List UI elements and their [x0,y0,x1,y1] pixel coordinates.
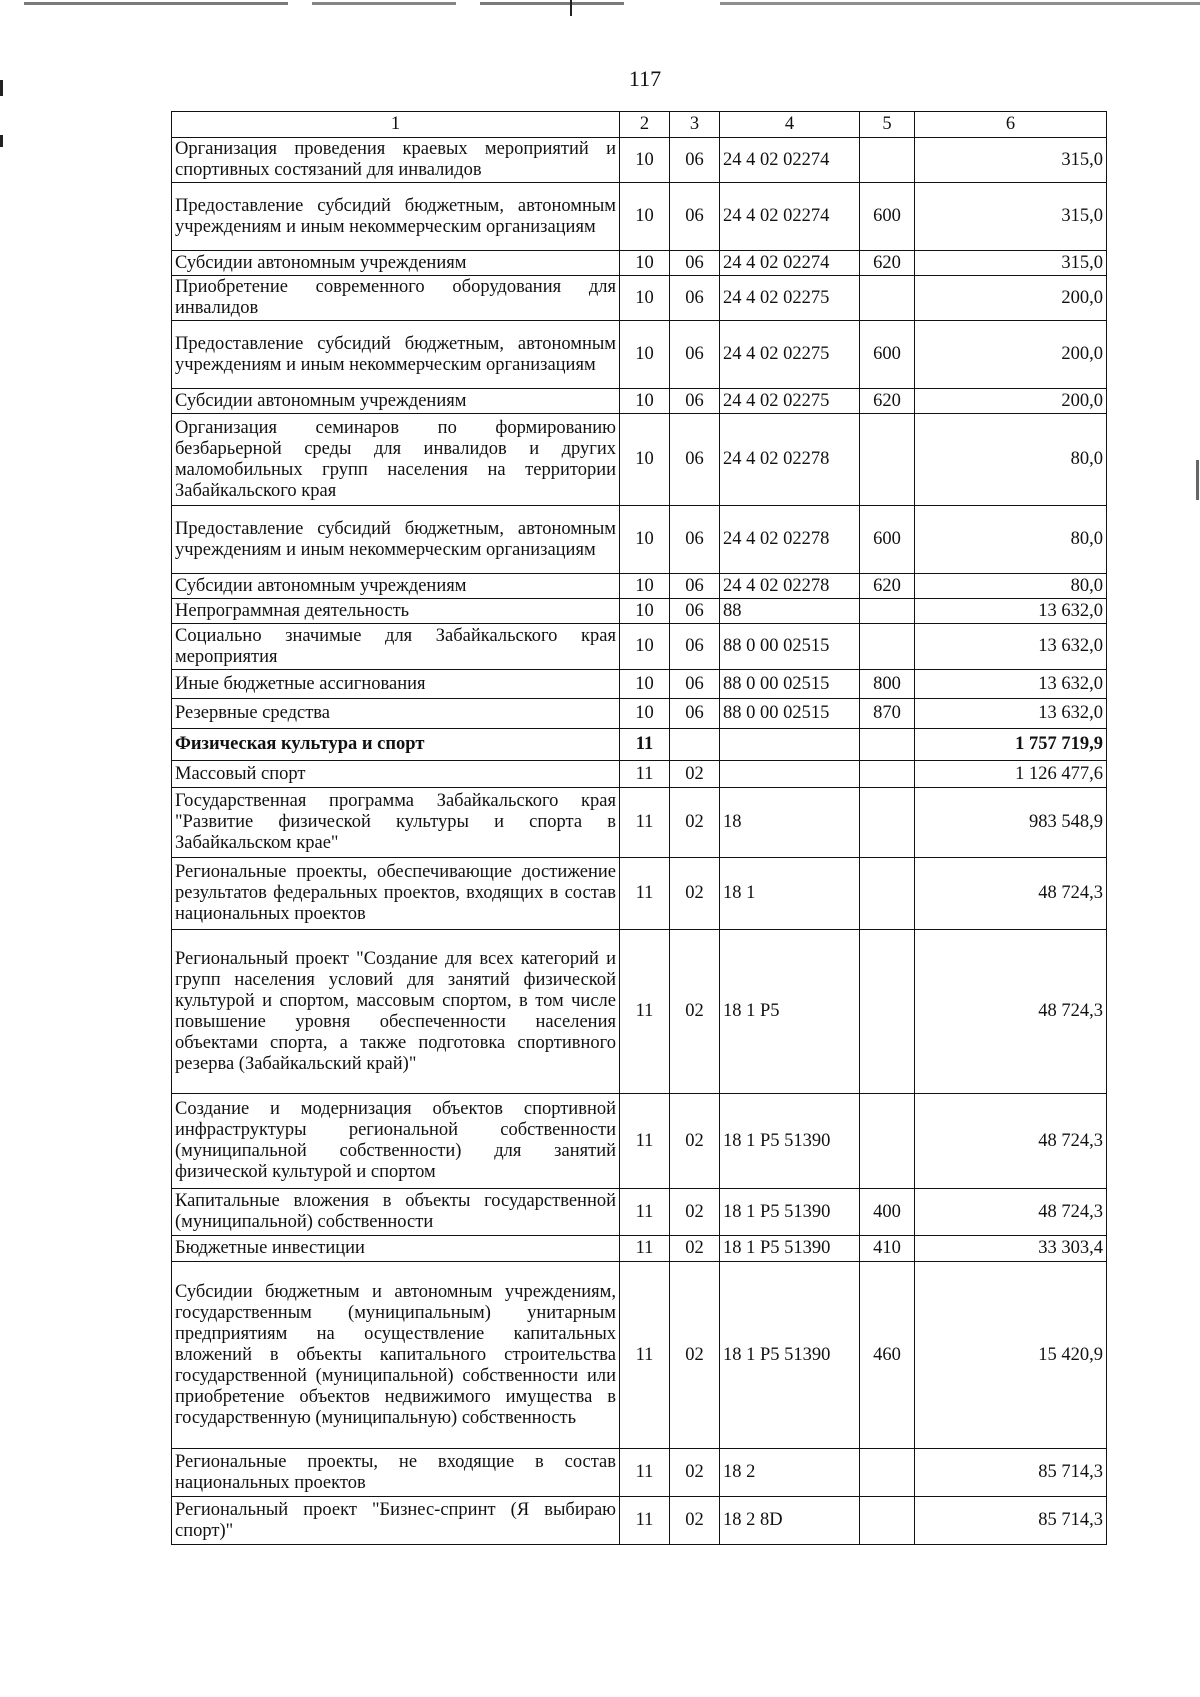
row-subsection-cell: 06 [670,599,720,624]
row-subsection-cell: 02 [670,1094,720,1189]
row-section-cell: 10 [620,599,670,624]
row-amount-cell: 200,0 [915,389,1107,414]
table-row [172,761,1107,788]
row-name-cell: Субсидии автономным учреждениям [172,389,620,414]
scan-mark [0,135,3,147]
budget-table-body [172,112,1107,1545]
row-subsection-cell: 02 [670,761,720,788]
row-expense-type-cell: 600 [860,321,915,389]
row-name-cell: Бюджетные инвестиции [172,1236,620,1262]
row-section-cell: 11 [620,729,670,761]
row-amount-cell: 1 126 477,6 [915,761,1107,788]
row-expense-type-cell [860,414,915,506]
row-amount-cell: 13 632,0 [915,624,1107,670]
row-section-cell: 10 [620,251,670,276]
row-target-code-cell: 24 4 02 02274 [720,138,860,183]
row-amount-cell: 15 420,9 [915,1262,1107,1449]
row-subsection-cell: 06 [670,414,720,506]
table-row [172,276,1107,321]
table-row [172,1497,1107,1545]
row-target-code-cell: 18 1 P5 51390 [720,1236,860,1262]
row-amount-cell: 48 724,3 [915,1094,1107,1189]
row-subsection-cell: 06 [670,624,720,670]
row-subsection-cell: 06 [670,574,720,599]
row-expense-type-cell: 600 [860,506,915,574]
row-amount-cell: 48 724,3 [915,930,1107,1094]
row-amount-cell: 13 632,0 [915,599,1107,624]
table-row [172,251,1107,276]
row-name-cell: Предоставление субсидий бюджетным, автономным учреждениям и иным некоммерческим организациям [172,321,620,389]
row-name-cell: Региональный проект "Бизнес-спринт (Я выбираю спорт)" [172,1497,620,1545]
row-expense-type-cell [860,1497,915,1545]
table-row [172,389,1107,414]
row-target-code-cell: 24 4 02 02275 [720,321,860,389]
row-subsection-cell: 02 [670,930,720,1094]
header-cell: 2 [620,112,670,138]
row-section-cell: 10 [620,414,670,506]
table-row [172,624,1107,670]
row-target-code-cell: 24 4 02 02278 [720,574,860,599]
row-expense-type-cell: 460 [860,1262,915,1449]
row-name-cell: Субсидии автономным учреждениям [172,251,620,276]
row-target-code-cell [720,729,860,761]
row-target-code-cell: 24 4 02 02274 [720,251,860,276]
row-target-code-cell: 18 2 [720,1449,860,1497]
row-subsection-cell: 02 [670,788,720,858]
row-expense-type-cell: 620 [860,389,915,414]
row-target-code-cell: 18 1 P5 51390 [720,1262,860,1449]
row-target-code-cell: 18 1 P5 [720,930,860,1094]
row-expense-type-cell [860,858,915,930]
table-header-row [172,112,1107,138]
row-name-cell: Иные бюджетные ассигнования [172,670,620,699]
row-name-cell: Организация семинаров по формированию безбарьерной среды для инвалидов и других маломобильных групп населения на территории Забайкальского края [172,414,620,506]
row-section-cell: 10 [620,624,670,670]
row-subsection-cell: 06 [670,699,720,729]
row-section-cell: 10 [620,670,670,699]
row-section-cell: 10 [620,321,670,389]
table-row [172,1189,1107,1236]
row-expense-type-cell: 620 [860,251,915,276]
table-row [172,699,1107,729]
row-expense-type-cell: 400 [860,1189,915,1236]
row-target-code-cell: 24 4 02 02275 [720,389,860,414]
row-name-cell: Региональные проекты, не входящие в состав национальных проектов [172,1449,620,1497]
row-target-code-cell: 24 4 02 02274 [720,183,860,251]
row-subsection-cell: 02 [670,858,720,930]
row-expense-type-cell: 870 [860,699,915,729]
row-subsection-cell: 06 [670,506,720,574]
table-row [172,574,1107,599]
row-name-cell: Социально значимые для Забайкальского края мероприятия [172,624,620,670]
row-name-cell: Государственная программа Забайкальского края "Развитие физической культуры и спорта в Забайкальском крае" [172,788,620,858]
row-amount-cell: 85 714,3 [915,1497,1107,1545]
row-amount-cell: 80,0 [915,414,1107,506]
scan-mark [570,0,572,16]
row-name-cell: Предоставление субсидий бюджетным, автономным учреждениям и иным некоммерческим организациям [172,183,620,251]
row-section-cell: 11 [620,1189,670,1236]
header-cell: 4 [720,112,860,138]
budget-table [171,111,1107,1545]
row-amount-cell: 80,0 [915,506,1107,574]
row-subsection-cell: 06 [670,389,720,414]
row-section-cell: 11 [620,858,670,930]
row-subsection-cell: 06 [670,276,720,321]
table-row [172,138,1107,183]
row-target-code-cell: 18 [720,788,860,858]
row-section-cell: 11 [620,1094,670,1189]
row-amount-cell: 13 632,0 [915,670,1107,699]
table-row [172,506,1107,574]
row-amount-cell: 85 714,3 [915,1449,1107,1497]
row-expense-type-cell [860,729,915,761]
row-amount-cell: 80,0 [915,574,1107,599]
row-target-code-cell: 18 1 P5 51390 [720,1094,860,1189]
row-target-code-cell: 88 [720,599,860,624]
row-expense-type-cell [860,761,915,788]
row-target-code-cell: 18 2 8D [720,1497,860,1545]
row-name-cell: Предоставление субсидий бюджетным, автономным учреждениям и иным некоммерческим организациям [172,506,620,574]
row-subsection-cell: 02 [670,1497,720,1545]
row-subsection-cell: 02 [670,1449,720,1497]
row-target-code-cell: 88 0 00 02515 [720,670,860,699]
table-row [172,1236,1107,1262]
row-expense-type-cell: 620 [860,574,915,599]
scan-mark [1196,460,1199,500]
row-expense-type-cell: 600 [860,183,915,251]
row-section-cell: 11 [620,930,670,1094]
table-row [172,599,1107,624]
row-expense-type-cell [860,599,915,624]
row-name-cell: Региональный проект "Создание для всех категорий и групп населения условий для занятий физической культурой и спортом, массовым спортом, в том числе повышение уровня обеспеченности населения объектами спорта, а также подготовка спортивного резерва (Забайкальский край)" [172,930,620,1094]
row-subsection-cell: 02 [670,1236,720,1262]
row-section-cell: 10 [620,574,670,599]
row-amount-cell: 48 724,3 [915,1189,1107,1236]
row-subsection-cell: 02 [670,1262,720,1449]
scan-edge-line [0,2,1200,5]
row-name-cell: Региональные проекты, обеспечивающие достижение результатов федеральных проектов, входящих в состав национальных проектов [172,858,620,930]
row-expense-type-cell [860,624,915,670]
row-amount-cell: 13 632,0 [915,699,1107,729]
row-expense-type-cell [860,1449,915,1497]
row-name-cell: Резервные средства [172,699,620,729]
table-row [172,1262,1107,1449]
row-name-cell: Создание и модернизация объектов спортивной инфраструктуры региональной собственности (муниципальной собственности) для занятий физической культурой и спортом [172,1094,620,1189]
row-amount-cell: 33 303,4 [915,1236,1107,1262]
row-section-cell: 10 [620,183,670,251]
row-amount-cell: 48 724,3 [915,858,1107,930]
header-cell: 5 [860,112,915,138]
header-cell: 3 [670,112,720,138]
row-amount-cell: 200,0 [915,276,1107,321]
row-amount-cell: 315,0 [915,251,1107,276]
table-row [172,930,1107,1094]
table-row [172,183,1107,251]
row-target-code-cell: 24 4 02 02275 [720,276,860,321]
row-section-cell: 10 [620,138,670,183]
page-number: 117 [628,66,662,91]
row-expense-type-cell: 800 [860,670,915,699]
table-row [172,729,1107,761]
row-expense-type-cell [860,788,915,858]
row-amount-cell: 200,0 [915,321,1107,389]
row-expense-type-cell [860,930,915,1094]
row-target-code-cell [720,761,860,788]
row-section-cell: 11 [620,1262,670,1449]
table-row [172,1449,1107,1497]
row-name-cell: Непрограммная деятельность [172,599,620,624]
table-row [172,414,1107,506]
row-expense-type-cell [860,1094,915,1189]
row-section-cell: 11 [620,1236,670,1262]
row-section-cell: 10 [620,699,670,729]
row-subsection-cell: 06 [670,138,720,183]
row-target-code-cell: 18 1 [720,858,860,930]
row-subsection-cell [670,729,720,761]
header-cell: 6 [915,112,1107,138]
row-section-cell: 11 [620,1497,670,1545]
row-name-cell: Массовый спорт [172,761,620,788]
table-row [172,670,1107,699]
row-section-cell: 10 [620,389,670,414]
row-target-code-cell: 24 4 02 02278 [720,414,860,506]
row-target-code-cell: 88 0 00 02515 [720,699,860,729]
row-subsection-cell: 06 [670,321,720,389]
row-name-cell: Субсидии бюджетным и автономным учреждениям, государственным (муниципальным) унитарным предприятиям на осуществление капитальных вложений в объекты капитального строительства государственной (муниципальной) собственности или приобретение объектов недвижимого имущества в государственную (муниципальную) собственность [172,1262,620,1449]
table-row [172,788,1107,858]
row-subsection-cell: 06 [670,251,720,276]
row-section-cell: 11 [620,761,670,788]
table-row [172,1094,1107,1189]
row-section-cell: 10 [620,506,670,574]
row-subsection-cell: 06 [670,670,720,699]
row-target-code-cell: 88 0 00 02515 [720,624,860,670]
row-name-cell: Организация проведения краевых мероприятий и спортивных состязаний для инвалидов [172,138,620,183]
row-name-cell: Капитальные вложения в объекты государственной (муниципальной) собственности [172,1189,620,1236]
row-subsection-cell: 06 [670,183,720,251]
row-amount-cell: 315,0 [915,183,1107,251]
row-subsection-cell: 02 [670,1189,720,1236]
row-amount-cell: 315,0 [915,138,1107,183]
row-expense-type-cell [860,276,915,321]
row-target-code-cell: 24 4 02 02278 [720,506,860,574]
row-section-cell: 11 [620,1449,670,1497]
row-amount-cell: 983 548,9 [915,788,1107,858]
table-row [172,858,1107,930]
header-cell: 1 [172,112,620,138]
row-expense-type-cell: 410 [860,1236,915,1262]
row-name-cell: Приобретение современного оборудования для инвалидов [172,276,620,321]
table-row [172,321,1107,389]
row-target-code-cell: 18 1 P5 51390 [720,1189,860,1236]
row-expense-type-cell [860,138,915,183]
row-amount-cell: 1 757 719,9 [915,729,1107,761]
row-name-cell: Субсидии автономным учреждениям [172,574,620,599]
row-name-cell: Физическая культура и спорт [172,729,620,761]
row-section-cell: 10 [620,276,670,321]
row-section-cell: 11 [620,788,670,858]
